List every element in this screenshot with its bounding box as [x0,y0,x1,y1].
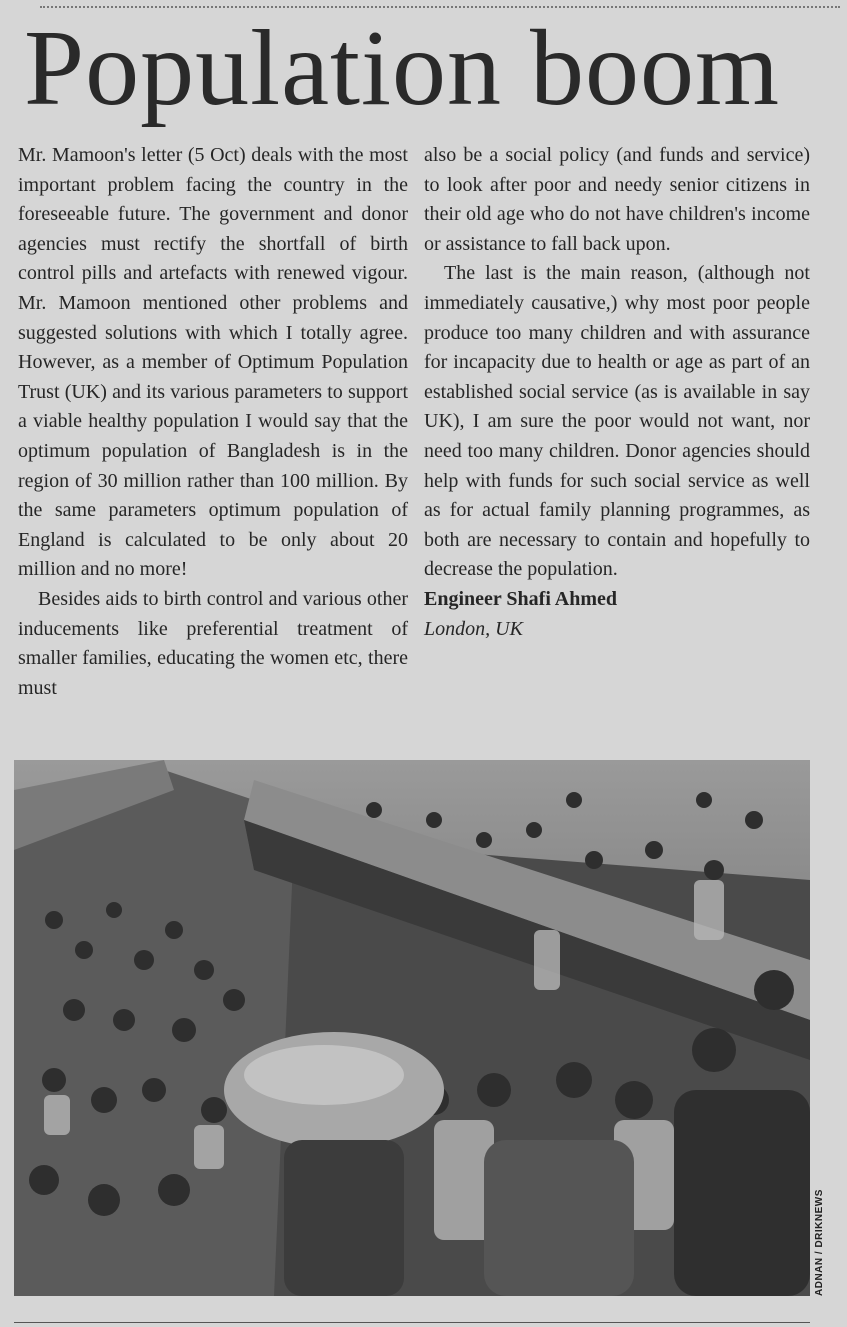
top-dotted-rule [40,6,840,8]
paragraph-2-end: also be a social policy (and funds and service) to look after poor and needy senior citizens in their old age who do not have children's income or assistance to fall back upon. [424,144,810,255]
signature-place: London, UK [424,617,523,640]
paragraph-2-start: Besides aids to birth control and various other inducements like preferential treatment of smaller families, educating the women etc, there must [18,587,408,699]
signature-name: Engineer Shafi Ahmed [424,587,617,610]
paragraph-1: Mr. Mamoon's letter (5 Oct) deals with the most important problem facing the country in the foreseeable future. The government and donor agencies must rectify the shortfall of birth control pills and artefacts with renewed vigour. Mr. Mamoon mentioned other problems and suggested solutions with which I totally agree. However, as a member of Optimum Population Trust (UK) and its various parameters to support a viable healthy population I would say that the optimum population of Bangladesh is in the region of 30 million rather than 100 million. By the same parameters optimum population of England is calculated to be only about 20 million and no more! [18,144,408,581]
paragraph-3: The last is the main reason, (although not immediately causative,) why most poor people produce too many children and with assurance for incapacity due to health or age as part of an established social service (as is available in say UK), I am sure the poor would not want, nor need too many children. Donor agencies should help with funds for such social service as well as for actual family planning programmes, as both are necessary to contain and hopefully to decrease the population. [424,262,810,581]
headline: Population boom [24,9,781,128]
letter-column-left [18,141,408,703]
letter-column-right [424,141,810,644]
bottom-rule [14,1322,810,1323]
crowd-train-photo [14,760,810,1296]
photo-illustration [14,760,810,1296]
photo-credit: ADNAN / DRIKNEWS [814,1189,825,1296]
